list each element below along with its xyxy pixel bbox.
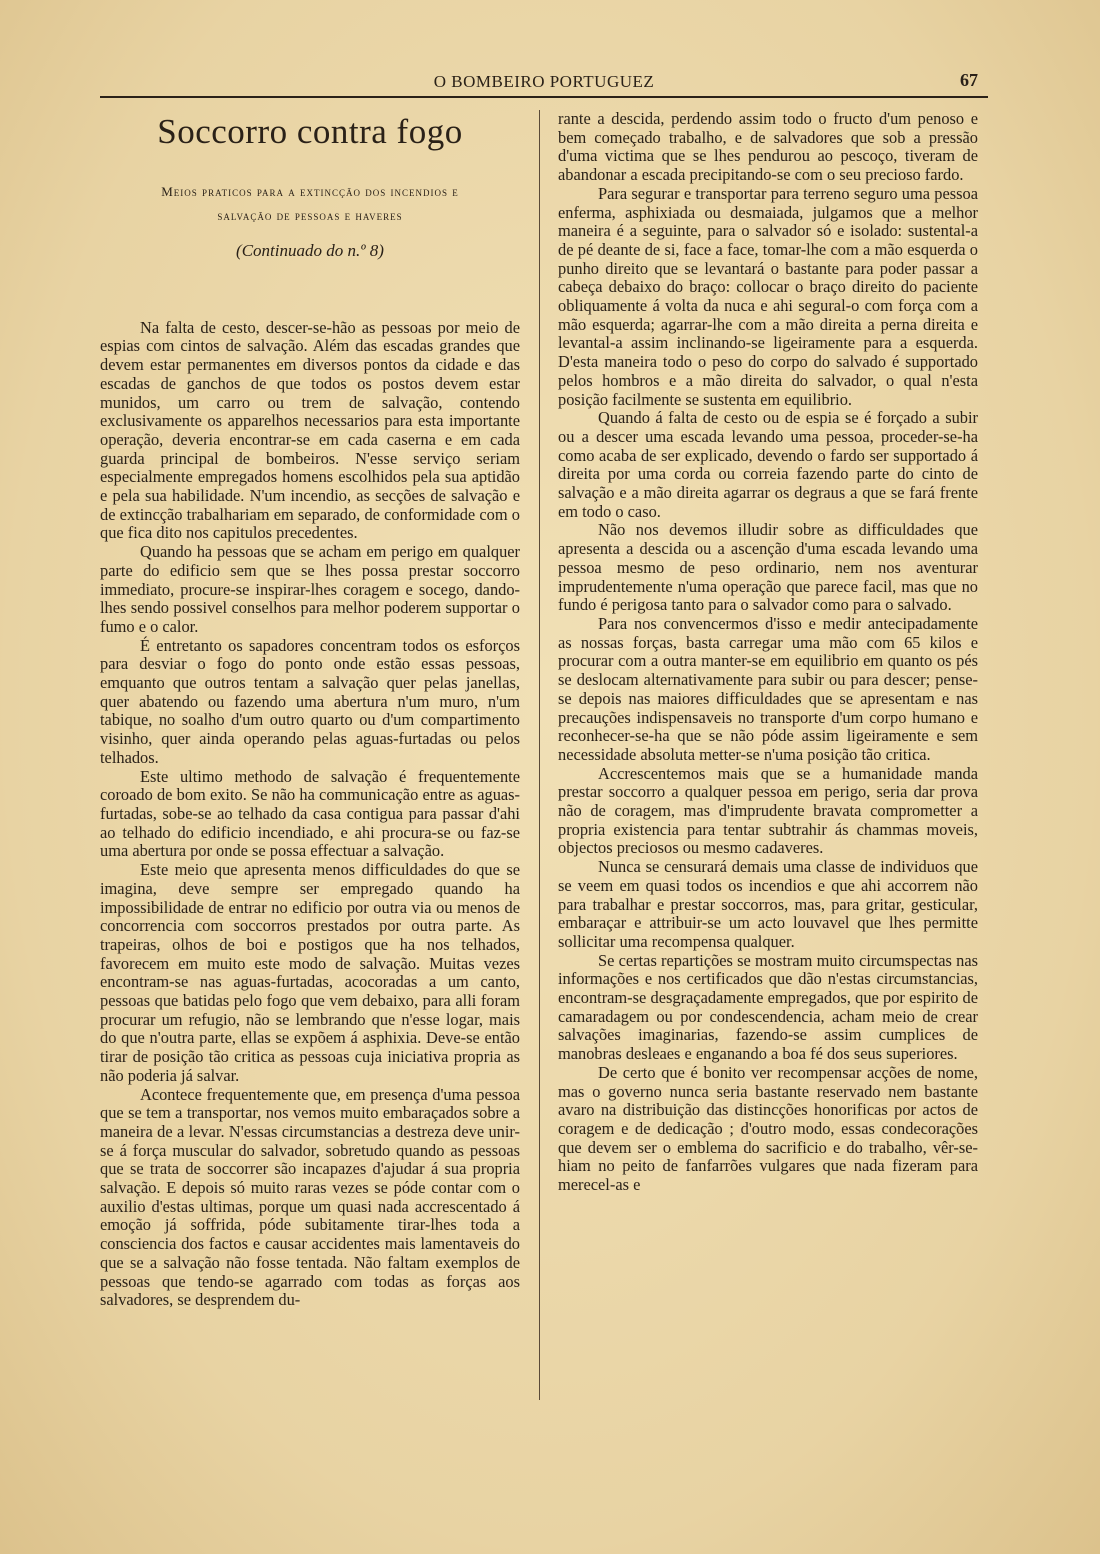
paragraph: Para segurar e transportar para terreno seguro uma pessoa enferma, asphixiada ou desmaiada, julgamos que a melhor maneira é a seguinte, para o salvador só e isolado: sustental-a de pé deante de si, face a face, tomar-lhe com a mão esquerda o punho direito que se levantará o bastante para poder passar a cabeça debaixo do braço: collocar o braço direito do paciente obliquamente á volta da nuca e ahi segural-o com força com a mão esquerda; agarrar-lhe com a mão direita a perna direita e levantal-a assim inclinando-se ligeiramente para a esquerda. D'esta maneira todo o peso do corpo do salvado é supportado pelos hombros e a mão direita do salvador, o qual n'esta posição facilmente se sustenta em equilibrio. — [558, 183, 978, 409]
paragraph: Acontece frequentemente que, em presença d'uma pessoa que se tem a transportar, nos vemos muito embaraçados sobre a maneira de a levar. N'essas circumstancias a destreza deve unir-se á força muscular do salvador, sobretudo quando as pessoas que se trata de soccorrer são incapazes d'ajudar á sua propria salvação. E depois só muito raras vezes se póde contar com o auxilio d'estas ultimas, porque um quasi nada accrescentado á emoção já soffrida, póde subitamente tirar-lhes toda a consciencia dos factos e causar accidentes mais lamentaveis do que se a salvação não fosse tentada. Não faltam exemplos de pessoas que tendo-se agarrado com todas as forças aos salvadores, se desprendem du- — [100, 1084, 520, 1310]
running-title: O BOMBEIRO PORTUGUEZ — [433, 72, 655, 91]
right-column — [558, 110, 978, 1195]
subtitle-line: Meios praticos para a extincção dos incendios e — [161, 184, 459, 199]
paragraph: Se certas repartições se mostram muito circumspectas nas informações e nos certificados que dão n'estas circumstancias, encontram-se desgraçadamente empregados, que por espirito de camaradagem ou por condescendencia, acham meio de crear salvações imaginarias, fazendo-se assim cumplices de manobras desleaes e enganando a boa fé dos seus superiores. — [558, 950, 978, 1064]
subtitle-line: salvação de pessoas e haveres — [217, 208, 403, 223]
paragraph: Nunca se censurará demais uma classe de individuos que se veem em quasi todos os incendios e que ahi accorrem não para trabalhar e prestar soccorros, mas, para gritar, gesticular, embaraçar e attribuir-se um acto louvavel que lhes permitte sollicitar uma recompensa qualquer. — [558, 857, 978, 951]
page-header — [100, 70, 988, 98]
article-title: Soccorro contra fogo — [157, 112, 463, 151]
left-column — [100, 110, 520, 1310]
paragraph: Não nos devemos illudir sobre as difficuldades que apresenta a descida ou a ascenção d'uma escada levando uma pessoa mesmo de peso ordinario, nem nos aventurar imprudentemente n'uma operação que parece facil, mas que no fundo é perigosa tanto para o salvador como para o salvado. — [558, 520, 978, 615]
page-number: 67 — [960, 70, 978, 90]
paragraph: Na falta de cesto, descer-se-hão as pessoas por meio de espias com cintos de salvação. Além das escadas grandes que devem estar permanentes em diversos pontos da cidade e das escadas de ganchos de que todos os postos devem estar munidos, um carro ou trem de salvação, contendo exclusivamente os apparelhos necessarios para esta importante operação, deveria encontrar-se em cada caserna e em cada guarda principal de bombeiros. N'esse serviço seriam especialmente empregados homens escolhidos pela sua aptidão e pela sua habilidade. N'um incendio, as secções de salvação e de extincção trabalhariam em separado, de conformidade com o que fica dito nos capitulos precedentes. — [100, 317, 520, 543]
paragraph: Quando á falta de cesto ou de espia se é forçado a subir ou a descer uma escada levando uma pessoa, proceder-se-ha como acaba de ser explicado, devendo o fardo ser supportado á direita por uma corda ou correia fazendo parte do cinto de salvação e a mão direita agarrar os degraus a que se fará frente em todo o caso. — [558, 408, 978, 521]
paragraph: Este meio que apresenta menos difficuldades do que se imagina, deve sempre ser empregado quando ha impossibilidade de entrar no edificio por outra via ou menos de concorrencia com soccorros prestados por outra parte. As trapeiras, olhos de boi e postigos que ha nos telhados, favorecem em muito este modo de salvação. Muitas vezes encontram-se nas aguas-furtadas, acocoradas a um canto, pessoas que batidas pelo fogo que vem debaixo, para alli foram procurar um refugio, não se lembrando que n'esse logar, mais do que n'outra parte, ellas se expõem á asphixia. Deve-se então tirar de posição tão critica as pessoas cuja iniciativa propria as não poderia já salvar. — [100, 860, 520, 1085]
paragraph: Este ultimo methodo de salvação é frequentemente coroado de bom exito. Se não ha communicação entre as aguas-furtadas, sobe-se ao telhado da casa contigua para passar d'ahi ao telhado do edificio incendiado, e ahi procura-se ou faz-se uma abertura por onde se possa effectuar a salvação. — [100, 766, 520, 861]
paragraph: É entretanto os sapadores concentram todos os esforços para desviar o fogo do ponto onde estão essas pessoas, emquanto que outros tentam a salvação quer pelas janellas, quer abatendo ou fazendo uma abertura n'um muro, n'um tabique, no soalho d'um outro quarto ou d'um compartimento visinho, quer ainda operando pelas aguas-furtadas ou pelos telhados. — [100, 635, 520, 767]
continued-note: (Continuado do n.º 8) — [236, 241, 384, 260]
paragraph: Accrescentemos mais que se a humanidade manda prestar soccorro a qualquer pessoa em perigo, seria dar prova não de coragem, mas d'imprudente bravata comprometter a propria existencia para tentar subtrahir ás chammas moveis, objectos preciosos ou mesmo cadaveres. — [558, 763, 978, 858]
paragraph: Para nos convencermos d'isso e medir antecipadamente as nossas forças, basta carregar uma mão com 65 kilos e procurar com a outra manter-se em equilibrio em quanto os pés se deslocam alternativamente para subir ou para descer; pense-se depois nas maiores difficuldades que se apresentam e nas precauções indispensaveis no transporte d'um corpo humano e reconhecer-se-ha que se não póde assim ligeiramente e sem necessidade absoluta metter-se n'uma posição tão critica. — [558, 613, 978, 764]
article-subtitle — [100, 180, 520, 228]
paragraph: De certo que é bonito ver recompensar acções de nome, mas o governo nunca seria bastante reservado nem bastante avaro na distribuição das distincções honorificas por actos de coragem e de dedicação ; d'outro modo, essas condecorações que devem ser o emblema do sacrificio e do trabalho, vêr-se-hiam no peito de fanfarrões vulgares que nada fizeram para merecel-as e — [558, 1062, 978, 1195]
paragraph: rante a descida, perdendo assim todo o fructo d'um penoso e bem começado trabalho, e de salvadores que sob a pressão d'uma victima que se lhes pendurou ao pescoço, tiveram de abandonar a escada precipitando-se com o seu precioso fardo. — [558, 109, 978, 185]
paragraph: Quando ha pessoas que se acham em perigo em qualquer parte do edificio sem que se lhes possa prestar soccorro immediato, procure-se inspirar-lhes coragem e socego, dando-lhes sendo possivel conselhos para melhor poderem supportar o fumo e o calor. — [100, 542, 520, 636]
column-divider — [539, 110, 540, 1400]
